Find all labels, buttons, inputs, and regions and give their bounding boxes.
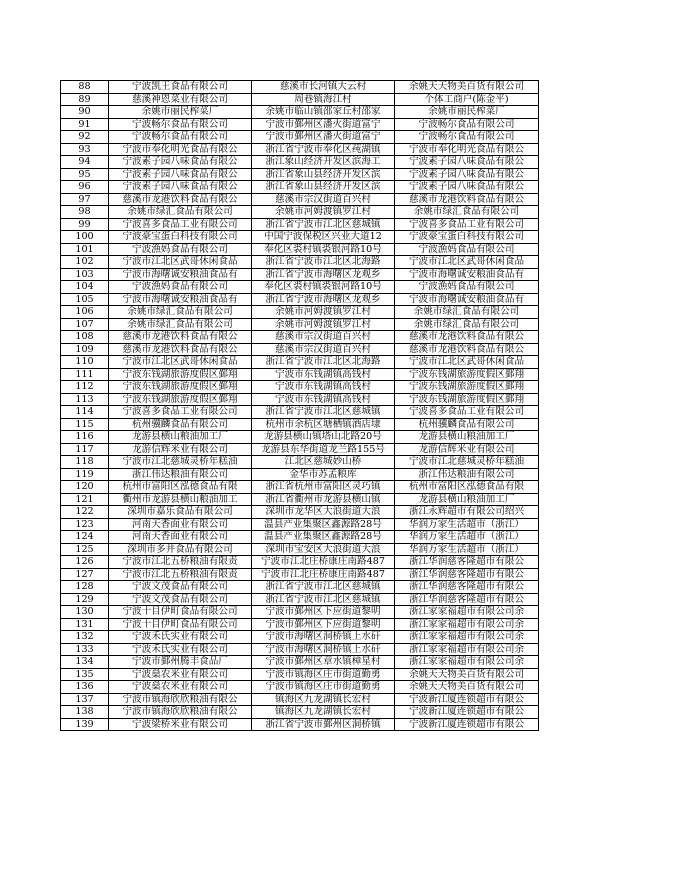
producer-address-cell: 宁波市东钱湖镇高钱村 [252,393,395,406]
table-row [61,281,539,294]
row-number-cell: 107 [61,318,109,331]
producer-name-cell: 宁波市江北五桥粮油有限责 [109,568,252,581]
producer-name-cell: 宁波市江北区武哥休闲食品 [109,356,252,369]
producer-address-cell: 浙江象山经济开发区滨海工 [252,156,395,169]
row-number-cell: 93 [61,143,109,156]
table-row [61,631,539,644]
table-row [61,406,539,419]
producer-name-cell: 宁波梁桥米业有限公司 [109,718,252,731]
seller-name-cell: 龙游县横山粮油加工厂 [395,431,539,444]
table-row [61,531,539,544]
seller-name-cell: 宁波市奉化明光食品有限公 [395,143,539,156]
row-number-cell: 121 [61,493,109,506]
table-row [61,106,539,119]
producer-name-cell: 宁波市海曙诚安粮油食品有 [109,268,252,281]
producer-address-cell: 杭州市余杭区塘栖镇酒店埭 [252,418,395,431]
table-row [61,418,539,431]
producer-address-cell: 龙游县横山镇塔山北路20号 [252,431,395,444]
producer-address-cell: 浙江省象山县经济开发区滨 [252,168,395,181]
row-number-cell: 106 [61,306,109,319]
table-row [61,506,539,519]
producer-name-cell: 宁波十目伊町食品有限公司 [109,606,252,619]
seller-name-cell: 余姚天天物美百货有限公司 [395,681,539,694]
seller-name-cell: 宁波素子园八味食品有限公 [395,168,539,181]
producer-address-cell: 慈溪市长河镇大云村 [252,81,395,94]
seller-name-cell: 浙江家家福超市有限公司余 [395,656,539,669]
producer-name-cell: 宁波东钱湖旅游度假区鄞翔 [109,368,252,381]
table-row [61,356,539,369]
table-row [61,568,539,581]
row-number-cell: 116 [61,431,109,444]
seller-name-cell: 宁波豪宝蛋白科技有限公司 [395,231,539,244]
seller-name-cell: 浙江家家福超市有限公司余 [395,631,539,644]
row-number-cell: 95 [61,168,109,181]
producer-name-cell: 宁波豪宝蛋白科技有限公司 [109,231,252,244]
seller-name-cell: 余姚市丽民榨菜厂 [395,106,539,119]
row-number-cell: 110 [61,356,109,369]
seller-name-cell: 宁波畅尔食品有限公司 [395,118,539,131]
row-number-cell: 118 [61,456,109,469]
table-row [61,468,539,481]
table-row [61,181,539,194]
producer-address-cell: 深圳市龙华区大浪街道大浪 [252,506,395,519]
producer-address-cell: 宁波市鄞州区潘火街道富宁 [252,131,395,144]
producer-name-cell: 衢州市龙游县横山粮油加工 [109,493,252,506]
seller-name-cell: 宁波市江北区武哥休闲食品 [395,256,539,269]
producer-name-cell: 宁波市江北五桥粮油有限责 [109,556,252,569]
producer-address-cell: 余姚市临山镇邵家丘村邵家 [252,106,395,119]
seller-name-cell: 浙江家家福超市有限公司余 [395,643,539,656]
table-row [61,331,539,344]
seller-name-cell: 杭州骥麟食品有限公司 [395,418,539,431]
seller-name-cell: 浙江家家福超市有限公司余 [395,618,539,631]
producer-name-cell: 宁波市镇海欣欣粮油有限公 [109,693,252,706]
seller-name-cell: 浙江永辉超市有限公司绍兴 [395,506,539,519]
row-number-cell: 113 [61,393,109,406]
producer-name-cell: 河南天香面业有限公司 [109,518,252,531]
producer-name-cell: 龙游信辉米业有限公司 [109,443,252,456]
table-row [61,681,539,694]
table-row [61,593,539,606]
table-row [61,368,539,381]
row-number-cell: 125 [61,543,109,556]
table-row [61,193,539,206]
producer-address-cell: 宁波市江北庄桥康庄南路487 [252,568,395,581]
producer-address-cell: 宁波市海曙区洞桥镇上水矸 [252,631,395,644]
producer-address-cell: 余姚市河姆渡镇罗江村 [252,206,395,219]
table-row [61,543,539,556]
table-row [61,381,539,394]
seller-name-cell: 余姚市绿汇食品有限公司 [395,206,539,219]
producer-address-cell: 浙江省象山县经济开发区滨 [252,181,395,194]
producer-address-cell: 宁波市东钱湖镇高钱村 [252,381,395,394]
row-number-cell: 127 [61,568,109,581]
row-number-cell: 90 [61,106,109,119]
records-table-body [61,81,539,731]
seller-name-cell: 个体工商户(陈金平) [395,93,539,106]
table-row [61,606,539,619]
row-number-cell: 120 [61,481,109,494]
producer-name-cell: 宁波市鄞州腾丰食品厂 [109,656,252,669]
producer-address-cell: 温县产业集聚区鑫源路28号 [252,518,395,531]
row-number-cell: 119 [61,468,109,481]
seller-name-cell: 余姚天天物美百货有限公司 [395,81,539,94]
producer-name-cell: 深圳市多井食品有限公司 [109,543,252,556]
producer-name-cell: 河南天香面业有限公司 [109,531,252,544]
producer-address-cell: 周巷镇海江村 [252,93,395,106]
producer-name-cell: 宁波燊农米业有限公司 [109,668,252,681]
table-row [61,481,539,494]
producer-address-cell: 深圳市宝安区大浪街道大浪 [252,543,395,556]
row-number-cell: 135 [61,668,109,681]
row-number-cell: 94 [61,156,109,169]
producer-name-cell: 宁波燊农米业有限公司 [109,681,252,694]
seller-name-cell: 浙江华润慈客隆超市有限公 [395,556,539,569]
producer-address-cell: 中国宁波保税区兴业大道12 [252,231,395,244]
seller-name-cell: 余姚市绿汇食品有限公司 [395,306,539,319]
row-number-cell: 91 [61,118,109,131]
producer-address-cell: 浙江省宁波市海曙区龙观乡 [252,268,395,281]
table-row [61,668,539,681]
table-row [61,156,539,169]
producer-name-cell: 宁波凯王食品有限公司 [109,81,252,94]
producer-address-cell: 宁波市镇海区庄市街道勤勇 [252,681,395,694]
row-number-cell: 136 [61,681,109,694]
row-number-cell: 138 [61,706,109,719]
producer-address-cell: 宁波市江北庄桥康庄南路487 [252,556,395,569]
row-number-cell: 112 [61,381,109,394]
producer-name-cell: 宁波市海曙诚安粮油食品有 [109,293,252,306]
producer-name-cell: 宁波喜多食品工业有限公司 [109,218,252,231]
producer-address-cell: 宁波市镇海区庄市街道勤勇 [252,668,395,681]
producer-name-cell: 杭州市富阳区泓德食品有限 [109,481,252,494]
producer-name-cell: 慈溪市龙港饮料食品有限公 [109,343,252,356]
producer-name-cell: 余姚市绿汇食品有限公司 [109,318,252,331]
table-row [61,718,539,731]
producer-name-cell: 宁波畅尔食品有限公司 [109,118,252,131]
producer-name-cell: 宁波东钱湖旅游度假区鄞翔 [109,393,252,406]
producer-address-cell: 浙江省宁波市奉化区莼湖镇 [252,143,395,156]
row-number-cell: 139 [61,718,109,731]
producer-address-cell: 金华市苏孟粮库 [252,468,395,481]
seller-name-cell: 浙江华润慈客隆超市有限公 [395,581,539,594]
table-row [61,431,539,444]
table-row [61,143,539,156]
row-number-cell: 105 [61,293,109,306]
table-row [61,131,539,144]
producer-address-cell: 浙江省宁波市江北区北海路 [252,356,395,369]
row-number-cell: 129 [61,593,109,606]
producer-name-cell: 宁波市镇海欣欣粮油有限公 [109,706,252,719]
producer-address-cell: 奉化区裘村镇裘银河路10号 [252,243,395,256]
table-row [61,118,539,131]
producer-address-cell: 余姚市河姆渡镇罗江村 [252,306,395,319]
producer-name-cell: 宁波畅尔食品有限公司 [109,131,252,144]
producer-name-cell: 余姚市丽民榨菜厂 [109,106,252,119]
row-number-cell: 134 [61,656,109,669]
row-number-cell: 108 [61,331,109,344]
producer-address-cell: 龙游县东华街道龙兰路155号 [252,443,395,456]
row-number-cell: 97 [61,193,109,206]
producer-name-cell: 深圳市嘉乐食品有限公司 [109,506,252,519]
row-number-cell: 89 [61,93,109,106]
seller-name-cell: 宁波新江厦连锁超市有限公 [395,706,539,719]
seller-name-cell: 杭州市富阳区泓德食品有限 [395,481,539,494]
producer-address-cell: 慈溪市宗汉街道百兴村 [252,193,395,206]
table-row [61,243,539,256]
table-row [61,443,539,456]
seller-name-cell: 浙江华润慈客隆超市有限公 [395,568,539,581]
producer-address-cell: 浙江省宁波市江北区慈城镇 [252,218,395,231]
row-number-cell: 137 [61,693,109,706]
producer-address-cell: 浙江省宁波市江北区慈城镇 [252,581,395,594]
row-number-cell: 115 [61,418,109,431]
row-number-cell: 103 [61,268,109,281]
table-row [61,93,539,106]
producer-name-cell: 宁波禾氏实业有限公司 [109,631,252,644]
producer-address-cell: 浙江省衢州市龙游县横山镇 [252,493,395,506]
seller-name-cell: 华润万家生活超市（浙江） [395,543,539,556]
producer-name-cell: 宁波市奉化明光食品有限公 [109,143,252,156]
row-number-cell: 132 [61,631,109,644]
producer-address-cell: 慈溪市宗汉街道百兴村 [252,343,395,356]
producer-name-cell: 龙游县横山粮油加工厂 [109,431,252,444]
seller-name-cell: 宁波新江厦连锁超市有限公 [395,718,539,731]
row-number-cell: 111 [61,368,109,381]
producer-address-cell: 浙江省宁波市鄞州区洞桥镇 [252,718,395,731]
seller-name-cell: 华润万家生活超市（浙江） [395,531,539,544]
row-number-cell: 102 [61,256,109,269]
row-number-cell: 109 [61,343,109,356]
producer-address-cell: 镇海区九龙湖镇长宏村 [252,706,395,719]
table-row [61,318,539,331]
producer-name-cell: 慈溪市龙港饮料食品有限公 [109,193,252,206]
table-row [61,518,539,531]
seller-name-cell: 宁波喜多食品工业有限公司 [395,406,539,419]
producer-name-cell: 余姚市绿汇食品有限公司 [109,306,252,319]
row-number-cell: 98 [61,206,109,219]
seller-name-cell: 宁波喜多食品工业有限公司 [395,218,539,231]
seller-name-cell: 宁波漁妈食品有限公司 [395,243,539,256]
producer-name-cell: 浙江伟达粮油有限公司 [109,468,252,481]
row-number-cell: 92 [61,131,109,144]
table-row [61,643,539,656]
producer-name-cell: 宁波市江北区武哥休闲食品 [109,256,252,269]
producer-name-cell: 宁波漁妈食品有限公司 [109,243,252,256]
seller-name-cell: 宁波市海曙诚安粮油食品有 [395,293,539,306]
seller-name-cell: 宁波漁妈食品有限公司 [395,281,539,294]
seller-name-cell: 华润万家生活超市（浙江） [395,518,539,531]
seller-name-cell: 慈溪市龙港饮料食品有限公 [395,343,539,356]
table-row [61,306,539,319]
row-number-cell: 126 [61,556,109,569]
producer-address-cell: 浙江省宁波市海曙区龙观乡 [252,293,395,306]
table-row [61,293,539,306]
seller-name-cell: 浙江家家福超市有限公司余 [395,606,539,619]
seller-name-cell: 余姚市绿汇食品有限公司 [395,318,539,331]
table-row [61,343,539,356]
producer-name-cell: 宁波素子园八味食品有限公 [109,181,252,194]
table-row [61,206,539,219]
table-row [61,393,539,406]
row-number-cell: 131 [61,618,109,631]
seller-name-cell: 宁波东钱湖旅游度假区鄞翔 [395,368,539,381]
producer-address-cell: 宁波市东钱湖镇高钱村 [252,368,395,381]
seller-name-cell: 余姚天天物美百货有限公司 [395,668,539,681]
seller-name-cell: 浙江华润慈客隆超市有限公 [395,593,539,606]
producer-name-cell: 宁波素子园八味食品有限公 [109,156,252,169]
producer-name-cell: 宁波东钱湖旅游度假区鄞翔 [109,381,252,394]
seller-name-cell: 宁波市海曙诚安粮油食品有 [395,268,539,281]
table-row [61,618,539,631]
row-number-cell: 114 [61,406,109,419]
table-row [61,706,539,719]
seller-name-cell: 宁波东钱湖旅游度假区鄞翔 [395,381,539,394]
table-row [61,256,539,269]
table-row [61,456,539,469]
row-number-cell: 133 [61,643,109,656]
producer-address-cell: 浙江省杭州市富阳区灵巧镇 [252,481,395,494]
row-number-cell: 124 [61,531,109,544]
seller-name-cell: 宁波素子园八味食品有限公 [395,181,539,194]
seller-name-cell: 宁波新江厦连锁超市有限公 [395,693,539,706]
producer-name-cell: 杭州骥麟食品有限公司 [109,418,252,431]
producer-address-cell: 宁波市鄞州区下应街道黎明 [252,618,395,631]
seller-name-cell: 宁波素子园八味食品有限公 [395,156,539,169]
table-row [61,656,539,669]
row-number-cell: 99 [61,218,109,231]
seller-name-cell: 浙江伟达粮油有限公司 [395,468,539,481]
producer-name-cell: 宁波市江北慈城灵桥年糕油 [109,456,252,469]
producer-address-cell: 浙江省宁波市江北区慈城镇 [252,406,395,419]
seller-name-cell: 龙游县横山粮油加工厂 [395,493,539,506]
table-row [61,556,539,569]
producer-address-cell: 温县产业集聚区鑫源路28号 [252,531,395,544]
row-number-cell: 117 [61,443,109,456]
row-number-cell: 88 [61,81,109,94]
seller-name-cell: 慈溪市龙港饮料食品有限公 [395,193,539,206]
table-row [61,493,539,506]
producer-name-cell: 宁波喜多食品工业有限公司 [109,406,252,419]
producer-address-cell: 奉化区裘村镇裘银河路10号 [252,281,395,294]
producer-name-cell: 宁波漁妈食品有限公司 [109,281,252,294]
table-row [61,81,539,94]
producer-address-cell: 江北区慈城妙山桥 [252,456,395,469]
row-number-cell: 101 [61,243,109,256]
records-table [60,80,539,731]
producer-name-cell: 慈溪神恩菜业有限公司 [109,93,252,106]
table-row [61,268,539,281]
row-number-cell: 122 [61,506,109,519]
producer-address-cell: 宁波市鄞州区下应街道黎明 [252,606,395,619]
row-number-cell: 128 [61,581,109,594]
table-row [61,218,539,231]
seller-name-cell: 宁波畅尔食品有限公司 [395,131,539,144]
producer-address-cell: 余姚市河姆渡镇罗江村 [252,318,395,331]
producer-name-cell: 宁波素子园八味食品有限公 [109,168,252,181]
producer-address-cell: 镇海区九龙湖镇长宏村 [252,693,395,706]
seller-name-cell: 宁波市江北区武哥休闲食品 [395,356,539,369]
seller-name-cell: 龙游信辉米业有限公司 [395,443,539,456]
table-row [61,581,539,594]
row-number-cell: 130 [61,606,109,619]
producer-address-cell: 浙江省宁波市江北区慈城镇 [252,593,395,606]
seller-name-cell: 宁波市江北慈城灵桥年糕油 [395,456,539,469]
producer-name-cell: 余姚市绿汇食品有限公司 [109,206,252,219]
row-number-cell: 123 [61,518,109,531]
producer-address-cell: 宁波市鄞州区章水镇樟星村 [252,656,395,669]
producer-name-cell: 宁波十目伊町食品有限公司 [109,618,252,631]
producer-name-cell: 宁波文茂食品有限公司 [109,581,252,594]
producer-address-cell: 浙江省宁波市江北区北海路 [252,256,395,269]
producer-name-cell: 宁波禾氏实业有限公司 [109,643,252,656]
producer-address-cell: 宁波市海曙区洞桥镇上水矸 [252,643,395,656]
table-row [61,693,539,706]
producer-name-cell: 慈溪市龙港饮料食品有限公 [109,331,252,344]
row-number-cell: 96 [61,181,109,194]
producer-name-cell: 宁波文茂食品有限公司 [109,593,252,606]
table-row [61,231,539,244]
producer-address-cell: 宁波市鄞州区潘火街道富宁 [252,118,395,131]
seller-name-cell: 宁波东钱湖旅游度假区鄞翔 [395,393,539,406]
producer-address-cell: 慈溪市宗汉街道百兴村 [252,331,395,344]
row-number-cell: 100 [61,231,109,244]
table-row [61,168,539,181]
seller-name-cell: 慈溪市龙港饮料食品有限公 [395,331,539,344]
row-number-cell: 104 [61,281,109,294]
